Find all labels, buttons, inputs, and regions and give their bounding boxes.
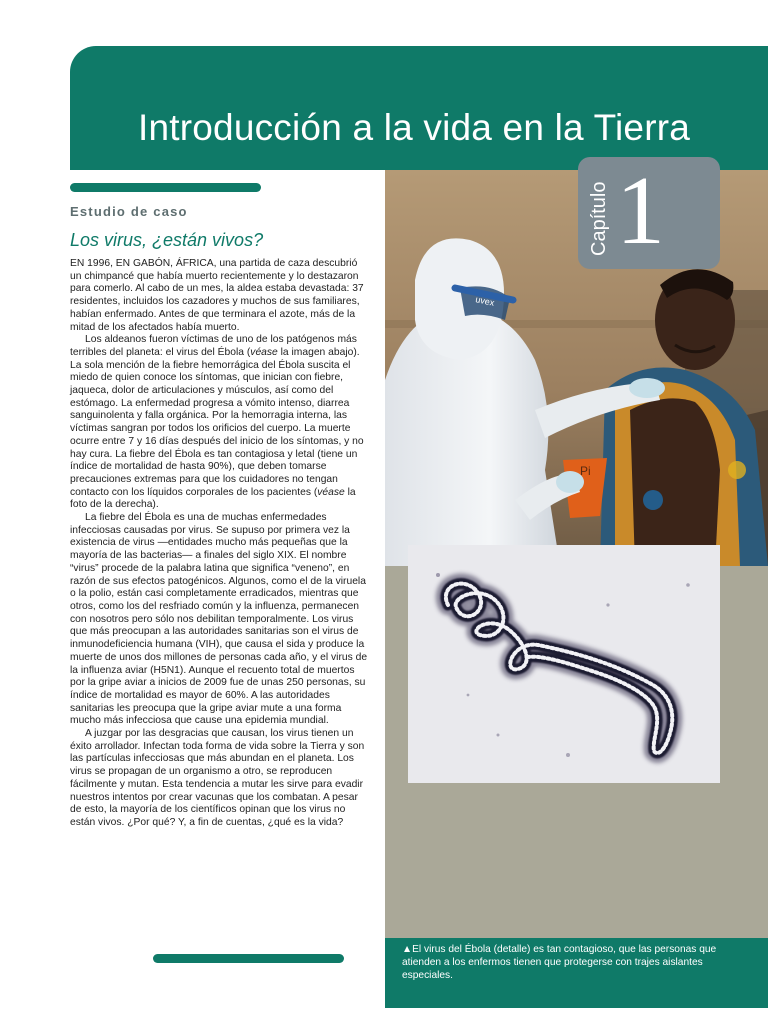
goggle-brand: uvex — [474, 294, 496, 308]
caption — [402, 944, 732, 982]
paragraph-1: EN 1996, EN GABÓN, ÁFRICA, una partida de caza descubrió un chimpancé que había muerto recientemente y lo destazaron para comerlo. Al cabo de un mes, la aldea estaba devastada: 37 residentes, incluidos los cazadores y muchos de sus familiares, habían enfermado. Antes de que terminara el azote, más de la mitad de los afectados había muerto. — [70, 258, 364, 333]
cup-label: Pi — [580, 464, 591, 478]
case-study-title: Los virus, ¿están vivos? — [70, 230, 264, 250]
article-body — [70, 258, 368, 830]
ebola-micrograph — [408, 545, 720, 783]
caption-text: El virus del Ébola (detalle) es tan contagioso, que las personas que atienden a los enfermos tienen que protegerse con trajes aislantes especiales. — [402, 944, 717, 981]
chapter-tab — [578, 157, 720, 269]
ebola-virus-illustration — [408, 545, 720, 783]
section-label: Estudio de caso — [70, 204, 188, 219]
paragraph-2: Los aldeanos fueron víctimas de uno de los patógenos más terribles del planeta: el virus del Ébola (véase la imagen abajo). La sola mención de la fiebre hemorrágica del Ébola suscita el miedo de quien conoce los síntomas, que inician con fiebre, jaqueca, dolor de articulaciones y músculos, así como del estómago. La enfermedad progresa a vómito intenso, diarrea sanguinolenta y falla orgánica. Por la hemorragia interna, las víctimas sangran por todos los orificios del cuerpo. La muerte ocurre entre 7 y 16 días después del inicio de los síntomas, y no hay cura. La fiebre del Ébola es tan contagiosa y letal (tiene un índice de mortalidad de hasta 90%), que deben tomarse precauciones extremas para que los cuidadores no tengan contacto con los líquidos corporales de los pacientes (véase la foto de la derecha). — [70, 334, 364, 511]
paragraph-3: La fiebre del Ébola es una de muchas enfermedades infecciosas causadas por virus. Se supuso por primera vez la existencia de virus —entidades mucho más pequeñas que la mayoría de las bacterias— a finales del siglo XIX. El nombre “virus” procede de la palabra latina que significa “veneno”, en razón de sus efectos patogénicos. Algunos, como el de la viruela o la polio, están casi completamente erradicados, mientras que otros, como los del resfriado común y la influenza, permanecen con nosotros pero sólo nos debilitan temporalmente. Los virus que más preocupan a las autoridades sanitarias son el virus de inmunodeficiencia humana (VIH), que causa el sida y produce la muerte de unos dos millones de personas cada año, y el virus de la influenza aviar (H5N1). Aunque el recuento total de muertos por la gripe aviar a inicios de 2009 fue de unas 250 personas, su índice de mortalidad es mayor de 60%. A las autoridades sanitarias les preocupa que la gripe aviar mute a una forma mucho más infecciosa que cause una epidemia mundial. — [70, 512, 368, 727]
chapter-number: 1 — [616, 157, 665, 265]
triangle-icon: ▲ — [402, 944, 413, 955]
bottom-accent-bar — [153, 954, 344, 963]
chapter-label: Capítulo — [588, 181, 610, 256]
caption-box — [385, 938, 768, 1008]
top-accent-bar — [70, 183, 261, 192]
page-title: Introducción a la vida en la Tierra — [138, 107, 691, 148]
paragraph-4: A juzgar por las desgracias que causan, los virus tienen un éxito arrollador. Infectan toda forma de vida sobre la Tierra y son las partículas infecciosas que más abundan en el planeta. Los virus se propagan de un organismo a otro, se reproducen fácilmente y mutan. Esta tendencia a mutar les sirve para evadir nuestros intentos por crear vacunas que los combatan. A pesar de esto, la mayoría de los científicos opinan que los virus no están vivos. ¿Por qué? Y, a fin de cuentas, ¿qué es la vida? — [70, 728, 365, 828]
